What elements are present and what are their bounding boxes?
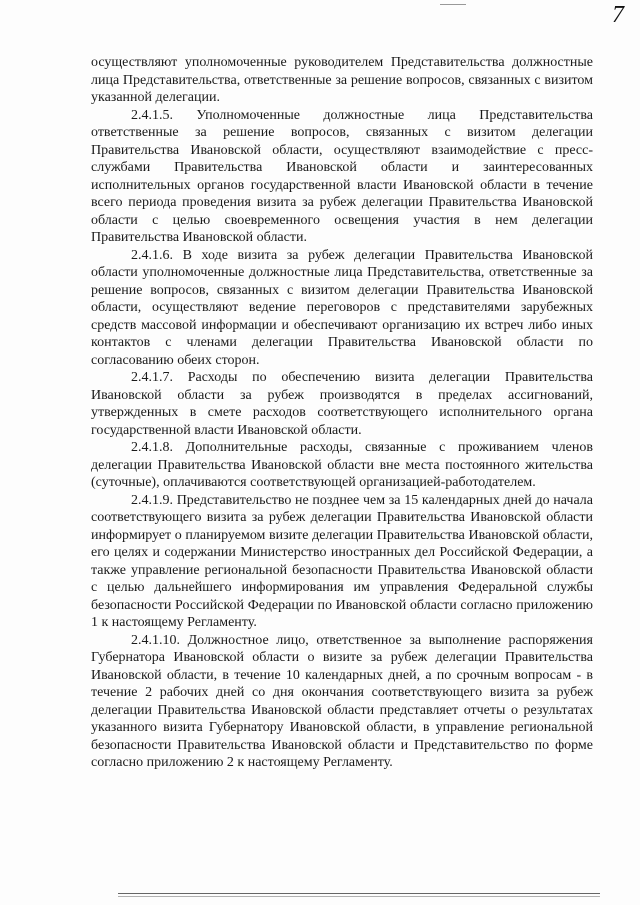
- page-number: 7: [612, 2, 624, 28]
- paragraph-2-4-1-7: 2.4.1.7. Расходы по обеспечению визита делегации Правительства Ивановской области за рубеж производятся в пределах ассигнований, утвержденных в смете расходов соответствующего исполнительного органа государственной власти Ивановской области.: [91, 370, 593, 438]
- paragraph-2-4-1-9: 2.4.1.9. Представительство не позднее чем за 15 календарных дней до начала соответствующего визита за рубеж делегации Правительства Ивановской области информирует о планируемом визите делегации Правительства Ивановской области, его целях и содержании Министерство иностранных дел Российской Федерации, а также управление региональной безопасности Правительства Ивановской области с целью дальнейшего информирования им управления Федеральной службы безопасности Российской Федерации по Ивановской области согласно приложению 1 к настоящему Регламенту.: [91, 492, 593, 630]
- paragraph-2-4-1-10: 2.4.1.10. Должностное лицо, ответственное за выполнение распоряжения Губернатора Ивановской области о визите за рубеж делегации Правительства Ивановской области, в течение 10 календарных дней, а по срочным вопросам - в течение 2 рабочих дней со дня окончания соответствующего визита за рубеж делегации Правительства Ивановской области представляет отчеты о результатах указанного визита Губернатору Ивановской области, в управление региональной безопасности Правительства Ивановской области и Представительство по форме согласно приложению 2 к настоящему Регламенту.: [91, 632, 593, 770]
- footer-rule: [118, 893, 600, 894]
- paragraph-2-4-1-6: 2.4.1.6. В ходе визита за рубеж делегации Правительства Ивановской области уполномоченные должностные лица Представительства, ответственные за решение вопросов, связанных с визитом делегации Правительства Ивановской области, осуществляют ведение переговоров с представителями зарубежных средств массовой информации и обеспечивают организацию их встреч либо иных контактов с членами делегации Правительства Ивановской области по согласованию обеих сторон.: [91, 247, 593, 368]
- paragraph-2-4-1-8: 2.4.1.8. Дополнительные расходы, связанные с проживанием членов делегации Правительства Ивановской области вне места постоянного жительства (суточные), оплачиваются соответствующей организацией-работодателем.: [91, 440, 593, 490]
- paragraph-2-4-1-5: 2.4.1.5. Уполномоченные должностные лица Представительства ответственные за решение вопросов, связанных с визитом делегации Правительства Ивановской области, осуществляют взаимодействие с пресс-службами Правительства Ивановской области и заинтересованных исполнительных органов государственной власти Ивановской области в течение всего периода проведения визита за рубеж делегации Правительства Ивановской области с целью своевременного освещения участия в нем делегации Правительства Ивановской области.: [91, 107, 593, 245]
- paragraph-intro: осуществляют уполномоченные руководителем Представительства должностные лица Представительства, ответственные за решение вопросов, связанных с визитом указанной делегации.: [91, 55, 593, 105]
- footer-rule-secondary: [118, 896, 600, 897]
- scan-mark: [440, 4, 466, 5]
- document-body: [91, 54, 593, 772]
